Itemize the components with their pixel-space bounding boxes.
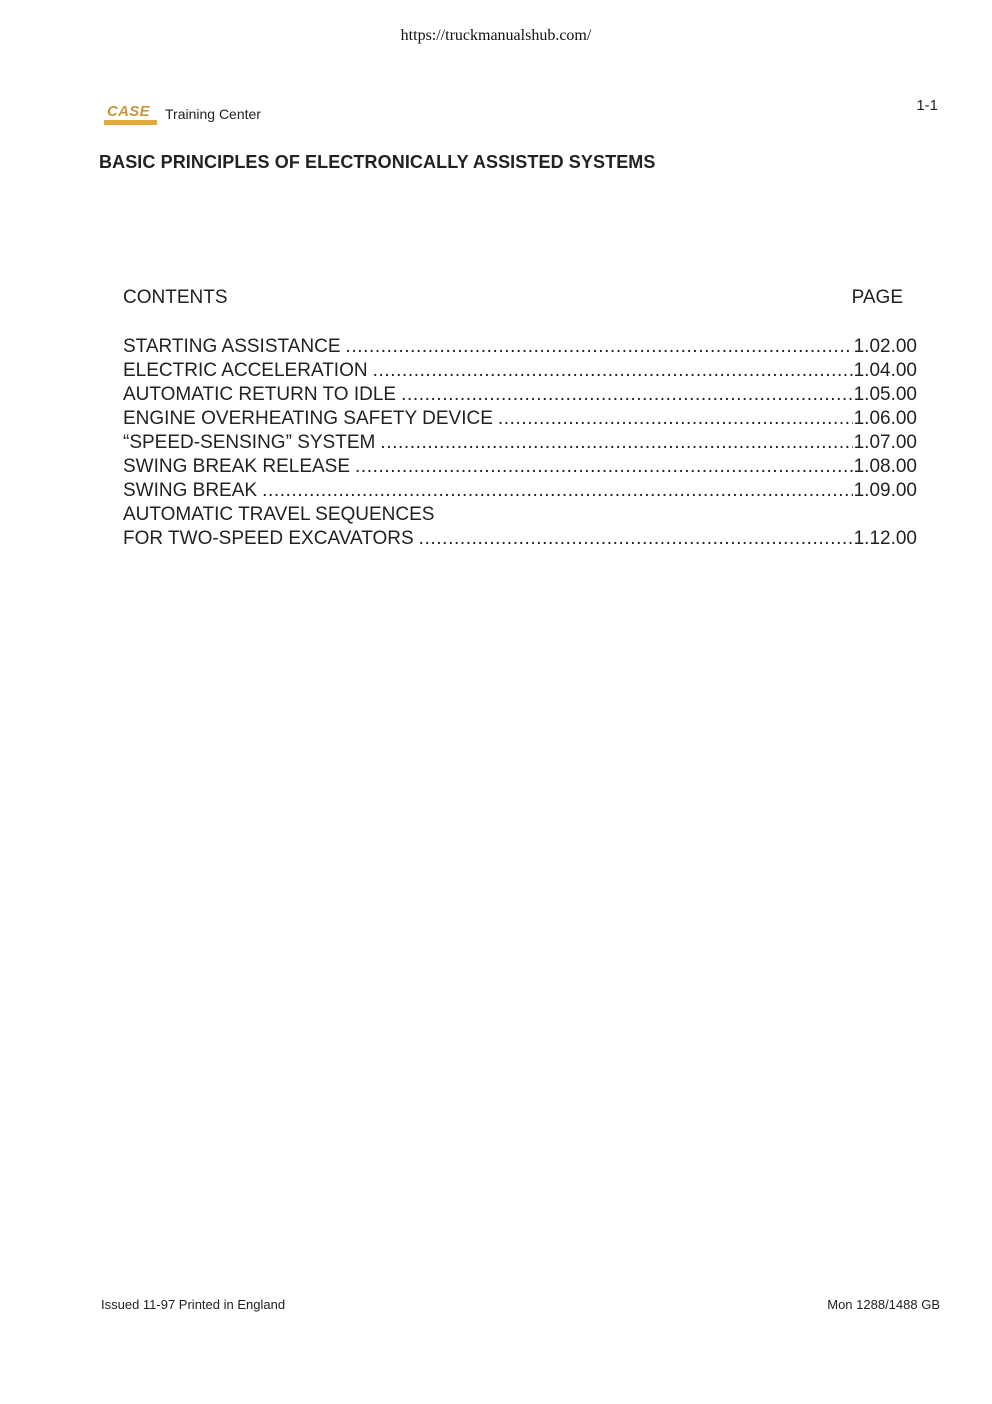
toc-leader-dots (401, 383, 853, 407)
training-center-label: Training Center (165, 106, 261, 122)
toc-entry-page: 1.12.00 (853, 528, 917, 549)
toc-entry-label: STARTING ASSISTANCE (123, 336, 341, 357)
case-logo-text: CASE (107, 103, 150, 120)
toc-leader-dots (419, 527, 853, 551)
page-title: BASIC PRINCIPLES OF ELECTRONICALLY ASSISTED SYSTEMS (99, 152, 656, 172)
toc-entry-label: ELECTRIC ACCELERATION (123, 360, 368, 381)
toc-entry-page: 1.09.00 (853, 480, 917, 501)
case-logo-bar (104, 120, 157, 125)
toc-entry (123, 527, 917, 551)
toc-entry-label: AUTOMATIC TRAVEL SEQUENCES (123, 504, 435, 525)
toc-leader-dots (380, 431, 852, 455)
toc-entry-page: 1.06.00 (853, 408, 917, 429)
toc-entry (123, 383, 917, 407)
toc-entry (123, 407, 917, 431)
toc-entry-label: FOR TWO-SPEED EXCAVATORS (123, 528, 414, 549)
toc-leader-dots (262, 479, 853, 503)
case-logo (104, 103, 158, 125)
toc-entry-label: SWING BREAK (123, 480, 258, 501)
toc-entry (123, 431, 917, 455)
toc-entry (123, 335, 917, 359)
toc-entry-page: 1.08.00 (853, 456, 917, 477)
source-url: https://truckmanualshub.com/ (400, 27, 592, 44)
toc-leader-dots (373, 359, 853, 383)
toc-entry (123, 455, 917, 479)
toc-leader-dots (355, 455, 853, 479)
toc-entry-page: 1.04.00 (853, 360, 917, 381)
toc-entry-label: AUTOMATIC RETURN TO IDLE (123, 384, 397, 405)
toc-entry-label: “SPEED-SENSING” SYSTEM (123, 432, 376, 453)
footer-issue-info: Issued 11-97 Printed in England (101, 1297, 286, 1312)
table-of-contents (123, 335, 917, 551)
toc-entry-heading-line (123, 503, 917, 527)
contents-heading: CONTENTS (123, 287, 228, 308)
page-number: 1-1 (916, 97, 938, 114)
toc-leader-dots (346, 335, 853, 359)
page-heading: PAGE (851, 287, 903, 308)
toc-entry-label: ENGINE OVERHEATING SAFETY DEVICE (123, 408, 493, 429)
toc-entry-page: 1.02.00 (853, 336, 917, 357)
toc-entry (123, 359, 917, 383)
footer-manual-code: Mon 1288/1488 GB (827, 1297, 940, 1312)
toc-entry-label: SWING BREAK RELEASE (123, 456, 351, 477)
toc-header (123, 287, 903, 309)
toc-entry-page: 1.05.00 (853, 384, 917, 405)
toc-leader-dots (498, 407, 853, 431)
toc-entry-page: 1.07.00 (853, 432, 917, 453)
toc-entry (123, 479, 917, 503)
